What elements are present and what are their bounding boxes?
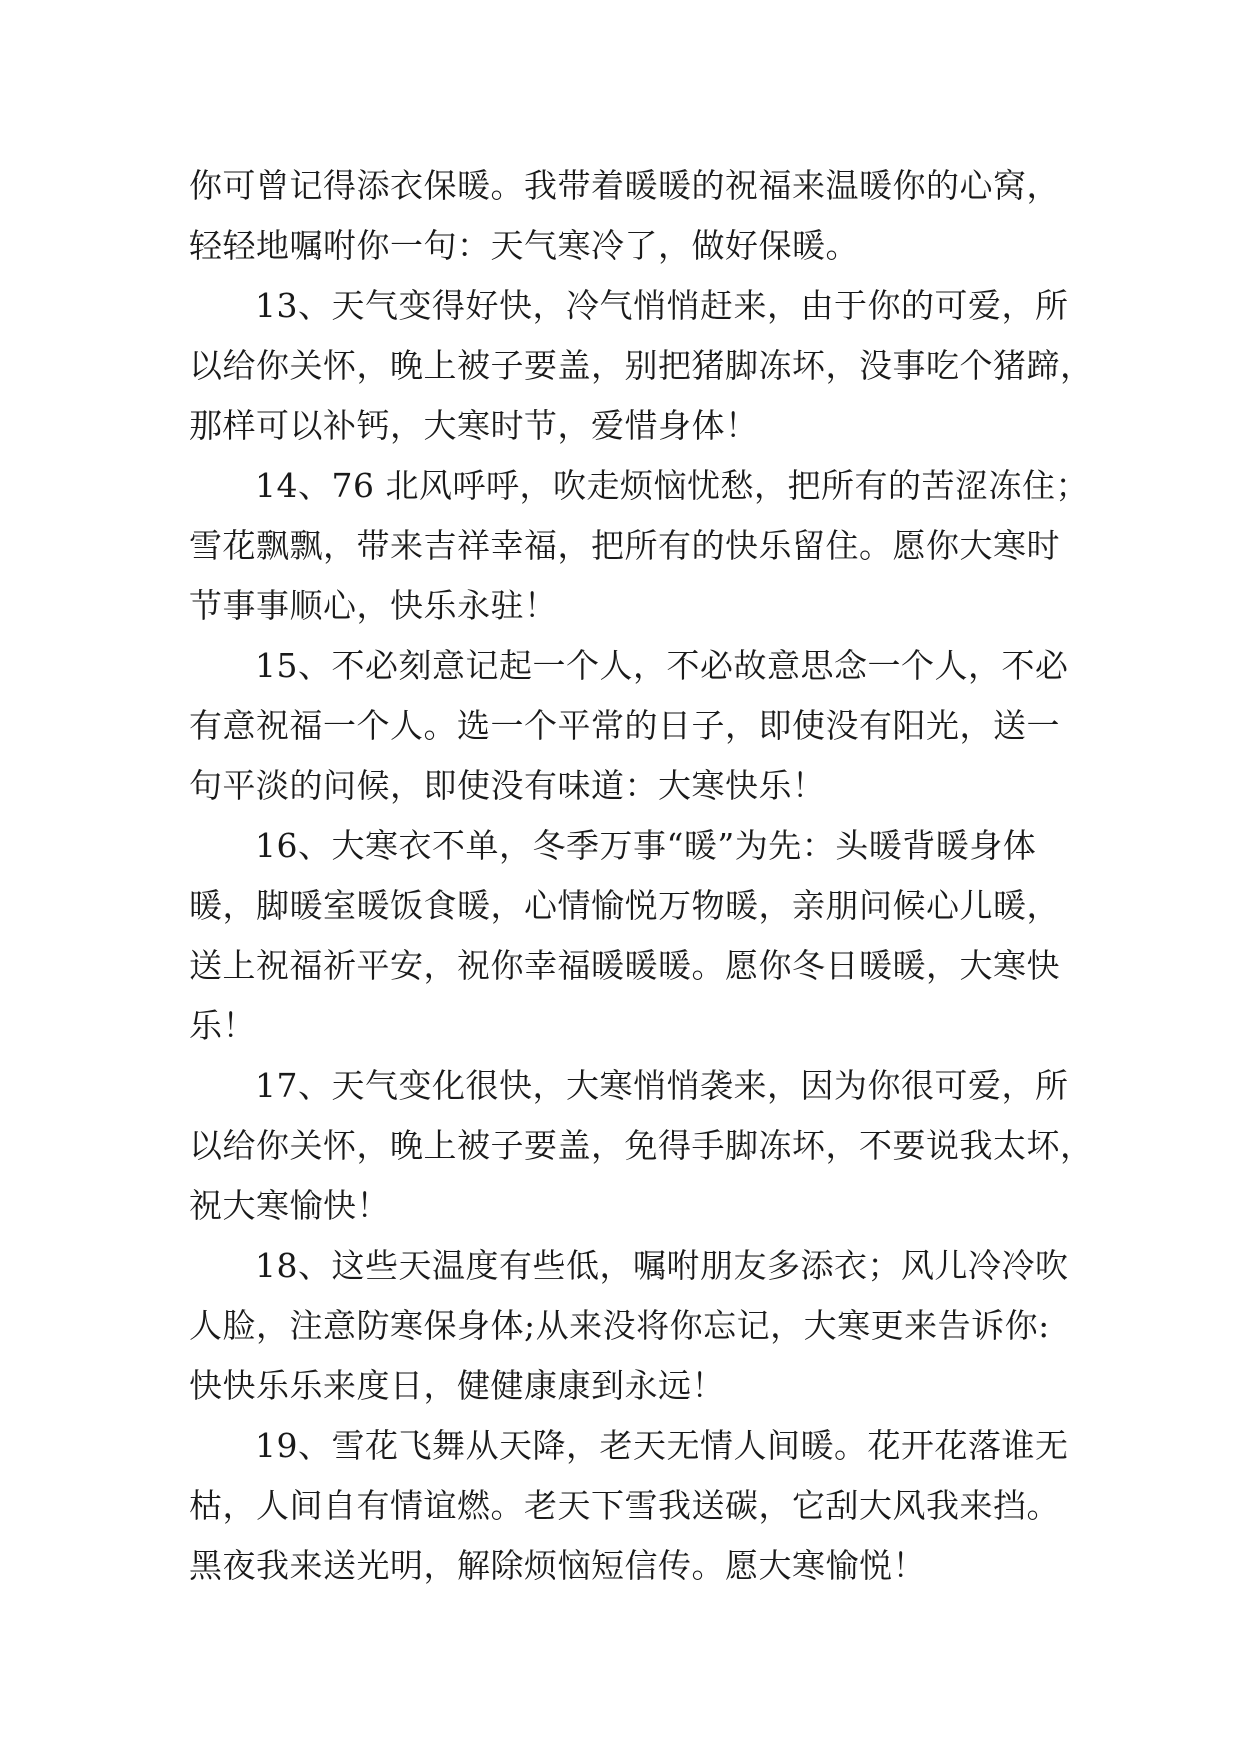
paragraph-line: 乐！ [189, 1006, 256, 1045]
paragraph-line: 暖，脚暖室暖饭食暖，心情愉悦万物暖，亲朋问候心儿暖， [189, 886, 1060, 925]
paragraph-line: 送上祝福祈平安，祝你幸福暖暖暖。愿你冬日暖暖，大寒快 [189, 946, 1060, 985]
paragraph-line: 祝大寒愉快！ [189, 1186, 390, 1225]
paragraph-line: 16、大寒衣不单，冬季万事“暖”为先：头暖背暖身体 [255, 826, 1037, 865]
paragraph-line: 人脸，注意防寒保身体;从来没将你忘记，大寒更来告诉你: [189, 1306, 1050, 1345]
paragraph-line: 黑夜我来送光明，解除烦恼短信传。愿大寒愉悦！ [189, 1546, 926, 1585]
paragraph-line: 17、天气变化很快，大寒悄悄袭来，因为你很可爱，所 [255, 1066, 1069, 1105]
paragraph-line: 节事事顺心，快乐永驻！ [189, 586, 558, 625]
paragraph-15 [189, 636, 1069, 816]
paragraph-14 [189, 456, 1089, 636]
paragraph-16 [189, 816, 1069, 1056]
paragraph-line: 有意祝福一个人。选一个平常的日子，即使没有阳光，送一 [189, 706, 1060, 745]
paragraph-19 [189, 1416, 1069, 1596]
paragraph-13 [189, 276, 1094, 456]
paragraph-18 [189, 1236, 1069, 1416]
paragraph-line: 14、76 北风呼呼，吹走烦恼忧愁，把所有的苦涩冻住； [255, 466, 1089, 505]
paragraph-line: 以给你关怀，晚上被子要盖，免得手脚冻坏，不要说我太坏， [189, 1126, 1094, 1165]
paragraph-line: 雪花飘飘，带来吉祥幸福，把所有的快乐留住。愿你大寒时 [189, 526, 1060, 565]
paragraph-line: 句平淡的问候，即使没有味道：大寒快乐！ [189, 766, 826, 805]
paragraph-line: 枯，人间自有情谊燃。老天下雪我送碳，它刮大风我来挡。 [189, 1486, 1060, 1525]
paragraph-line: 18、这些天温度有些低，嘱咐朋友多添衣；风儿冷冷吹 [255, 1246, 1069, 1285]
paragraph-line: 那样可以补钙，大寒时节，爱惜身体！ [189, 406, 759, 445]
paragraph-line: 15、不必刻意记起一个人，不必故意思念一个人，不必 [255, 646, 1069, 685]
paragraph-line: 19、雪花飞舞从天降，老天无情人间暖。花开花落谁无 [255, 1426, 1069, 1465]
paragraph-line: 13、天气变得好快，冷气悄悄赶来，由于你的可爱，所 [255, 286, 1069, 325]
paragraph-continuation [189, 156, 1069, 276]
paragraph-line: 你可曾记得添衣保暖。我带着暖暖的祝福来温暖你的心窝， [189, 166, 1060, 205]
document-body [189, 156, 1094, 1596]
paragraph-17 [189, 1056, 1094, 1236]
paragraph-line: 快快乐乐来度日，健健康康到永远！ [189, 1366, 725, 1405]
paragraph-line: 以给你关怀，晚上被子要盖，别把猪脚冻坏，没事吃个猪蹄， [189, 346, 1094, 385]
paragraph-line: 轻轻地嘱咐你一句：天气寒冷了，做好保暖。 [189, 226, 859, 265]
